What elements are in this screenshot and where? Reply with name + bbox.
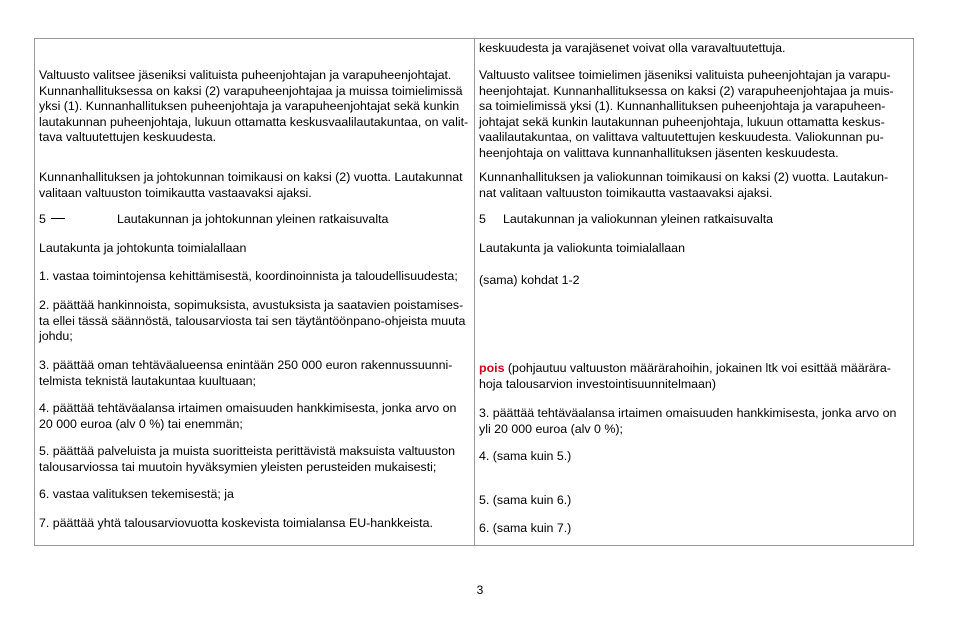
heading-number: 5 [479,212,486,226]
removed-note-line2: hoja talousarvion investointisuunnitelmaan) [479,376,716,391]
text-line: yli 20 000 euroa (alv 0 %); [479,421,623,436]
left-item-3 [39,358,452,389]
text-line: johtajat sekä kunkin lautakunnan puheenjohtaja, lukuun ottamatta keskus- [479,114,885,129]
right-paragraph-election [479,68,894,162]
right-item-6: 6. (sama kuin 7.) [479,521,572,535]
text-line: 7. päättää yhtä talousarviovuotta koskevista toimialansa EU-hankkeista. [39,516,433,530]
removed-marker: pois [479,361,505,375]
right-subheading: Lautakunta ja valiokunta toimialallaan [479,241,685,255]
heading-underline [51,218,65,219]
text-line: talousarviossa tai muutoin hyväksymien yleisten perusteiden mukaisesti; [39,459,437,474]
heading-text: Lautakunnan ja valiokunnan yleinen ratkaisuvalta [503,212,774,226]
left-item-2 [39,298,465,345]
left-section-heading [39,212,388,228]
left-item-5 [39,444,455,475]
right-item-4: 4. (sama kuin 5.) [479,449,572,463]
removed-note: (pohjautuu valtuuston määrärahoihin, jokainen ltk voi esittää määrära- [504,361,891,375]
text-line: 4. päättää tehtäväalansa irtaimen omaisuuden hankkimisesta, jonka arvo on [39,401,457,415]
right-paragraph-continued [479,41,786,57]
text-line: heenjohtajat. Kunnanhallituksessa on kaksi (2) varapuheenjohtajaa ja muis- [479,83,894,98]
right-item-3 [479,406,896,437]
text-line: nat valitaan valtuuston toimikautta vastaavaksi ajaksi. [479,185,773,200]
left-item-7 [39,516,433,532]
comparison-table [34,38,914,546]
text-line: 3. päättää oman tehtäväalueensa enintään 250 000 euron rakennussuunni- [39,358,453,372]
text-line: 20 000 euroa (alv 0 %) tai enemmän; [39,416,243,431]
right-paragraph-term [479,170,888,201]
page-number: 3 [476,583,484,597]
text-line: heenjohtaja on valittava kunnanhallituksen jäsenten keskuudesta. [479,145,839,160]
left-paragraph-election [39,68,468,146]
text-line: Valtuusto valitsee toimielimen jäseniksi valituista puheenjohtajan ja varapu- [479,68,891,82]
heading-text: Lautakunnan ja johtokunnan yleinen ratkaisuvalta [117,212,389,226]
right-same-items: (sama) kohdat 1-2 [479,273,580,287]
text-line: yksi (1). Kunnanhallituksen puheenjohtaja ja varapuheenjohtajat sekä kunkin [39,99,460,114]
right-item-5: 5. (sama kuin 6.) [479,493,572,507]
text-line: Kunnanhallituksen ja johtokunnan toimikausi on kaksi (2) vuotta. Lautakunnat [39,170,463,184]
text-line: 6. vastaa valituksen tekemisestä; ja [39,487,234,501]
text-line: tava valtuutettujen keskuudesta. [39,130,217,145]
text-line: lautakunnan puheenjohtaja, lukuun ottamatta keskusvaalilautakuntaa, on valit- [39,114,469,129]
heading-number: 5 [39,212,46,226]
text-line: johdu; [39,329,73,344]
text-line: 2. päättää hankinnoista, sopimuksista, avustuksista ja saatavien poistamises- [39,298,464,312]
left-paragraph-term [39,170,463,201]
text-line: ta ellei tässä säännöstä, talousarviosta tai sen täytäntöönpano-ohjeista muuta [39,313,466,328]
text-line: vaalilautakuntaa, on valittava valtuutettujen keskuudesta. Valiokunnan pu- [479,130,884,145]
text-line: Kunnanhallituksessa on kaksi (2) varapuheenjohtajaa ja muissa toimielimissä [39,83,463,98]
text-line: 1. vastaa toimintojensa kehittämisestä, koordinoinnista ja taloudellisuudesta; [39,269,458,283]
text-line: 5. päättää palveluista ja muista suoritteista perittävistä maksuista valtuuston [39,444,455,458]
column-divider [474,39,475,545]
left-subheading: Lautakunta ja johtokunta toimialallaan [39,241,247,255]
left-item-4 [39,401,456,432]
left-item-6 [39,487,234,503]
left-item-1 [39,269,458,285]
text-line: valitaan valtuuston toimikautta vastaavaksi ajaksi. [39,185,312,200]
text-line: 3. päättää tehtäväalansa irtaimen omaisuuden hankkimisesta, jonka arvo on [479,406,897,420]
text-line: keskuudesta ja varajäsenet voivat olla varavaltuutettuja. [479,41,786,55]
text-line: Kunnanhallituksen ja valiokunnan toimikausi on kaksi (2) vuotta. Lautakun- [479,170,889,184]
text-line: Valtuusto valitsee jäseniksi valituista puheenjohtajan ja varapuheenjohtajat. [39,68,452,82]
right-section-heading [479,212,773,228]
text-line: sa toimielimissä yksi (1). Kunnanhallituksen puheenjohtaja ja varapuheen- [479,99,886,114]
text-line: telmista teknistä lautakuntaa kuultuaan; [39,373,256,388]
right-removed-item [479,361,891,392]
